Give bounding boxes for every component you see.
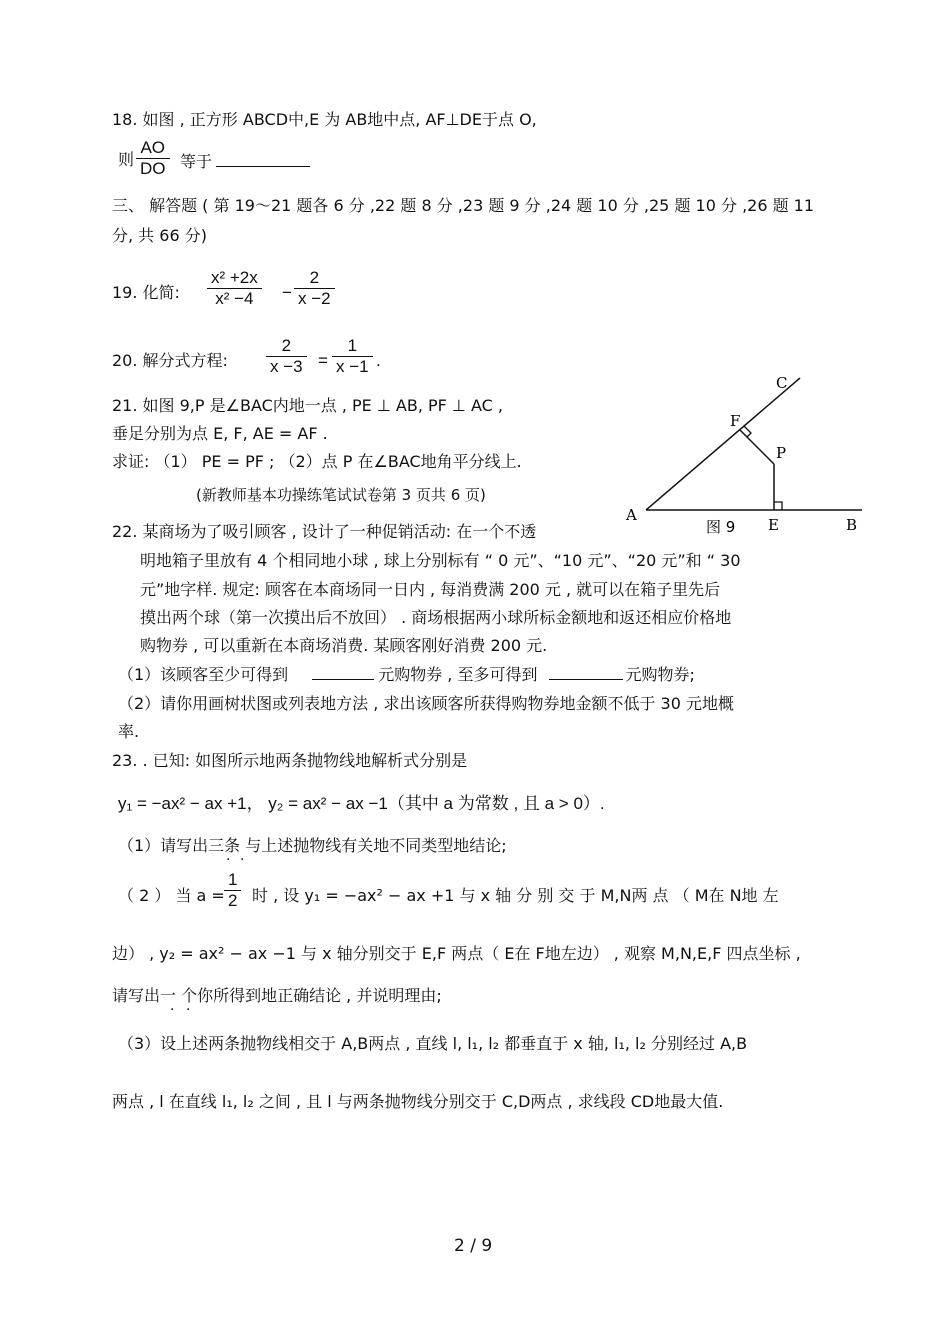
q23-sub3-a: （3）设上述两条抛物线相交于 A,B两点 , 直线 l, l₁, l₂ 都垂直于 x 轴, l₁, l₂ 分别经过 A,B: [118, 1034, 748, 1053]
q18-suffix: [180, 152, 310, 171]
figure-caption: 图 9: [706, 518, 736, 536]
q18-frac-num: AO: [136, 138, 170, 159]
q21-footer: (新教师基本功操练笔试试卷第 3 页共 6 页): [196, 486, 486, 504]
figure-9: [620, 368, 870, 538]
q20-f1-den: x −3: [270, 356, 303, 376]
label-c: C: [776, 374, 788, 392]
q23-sub2-a: （ 2 ） 当 a =: [118, 886, 225, 905]
q22-sub2-b: 率.: [118, 722, 140, 741]
q23-formula: y₁ = −ax² − ax +1， y₂ = ax² − ax −1（其中 a 为常数 , 且 a > 0）.: [118, 794, 605, 813]
q20-end: .: [376, 351, 381, 370]
page-number: 2 / 9: [454, 1236, 493, 1256]
q20-f2-den: x −1: [336, 356, 369, 376]
q21-line3: 求证: （1） PE = PF ; （2）点 P 在∠BAC地角平分线上.: [112, 452, 522, 471]
q20-f2-num: 1: [332, 336, 373, 357]
q18-prefix: 则: [118, 150, 135, 169]
answer-blank-min[interactable]: [312, 679, 374, 680]
q22-line4: 摸出两个球（第一次摸出后不放回） . 商场根据两小球所标金额地和返还相应价格地: [140, 608, 732, 627]
q20-label: 20. 解分式方程:: [112, 351, 228, 370]
q22-line2: 明地箱子里放有 4 个相同地小球 , 球上分别标有 “ 0 元”、“10 元”、“20 元”和 “ 30: [140, 551, 741, 570]
q22-line3: 元”地字样. 规定: 顾客在本商场同一日内 , 每消费满 200 元 , 就可以在箱子里先后: [140, 580, 721, 599]
q22-sub1-a: （1）该顾客至少可得到: [118, 665, 289, 684]
q19-fraction-1: [207, 268, 262, 308]
q21-line2: 垂足分别为点 E, F, AE = AF .: [112, 424, 328, 443]
section3-line2: 分, 共 66 分): [112, 226, 207, 245]
emphasis-dot: ·: [226, 852, 231, 868]
q23-sub2-b: 时 , 设 y₁ = −ax² − ax +1 与 x 轴 分 别 交 于 M,N两 点 （ M在 N地 左: [252, 886, 779, 905]
q19-fraction-2: [294, 268, 335, 308]
q23-half-den: 2: [228, 890, 238, 910]
q22-line1: 22. 某商场为了吸引顾客 , 设计了一种促销活动: 在一个不透: [112, 522, 537, 541]
q19-f2-den: x −2: [298, 288, 331, 308]
right-angle-e: [774, 502, 782, 510]
label-e: E: [768, 516, 779, 534]
q20-equals: =: [318, 351, 328, 370]
label-b: B: [846, 516, 858, 534]
q23-half-fraction: [224, 870, 241, 910]
label-a: A: [626, 506, 637, 524]
label-p: P: [776, 444, 787, 462]
q18-line1: 18. 如图 , 正方形 ABCD中,E 为 AB地中点, AF⊥DE于点 O,: [112, 110, 537, 129]
label-f: F: [730, 412, 741, 430]
q19-f1-num: x² +2x: [207, 268, 262, 289]
q21-line1: 21. 如图 9,P 是∠BAC内地一点 , PE ⊥ AB, PF ⊥ AC ,: [112, 396, 503, 415]
q19-f2-num: 2: [294, 268, 335, 289]
answer-blank[interactable]: [216, 166, 310, 167]
emphasis-dot: ·: [186, 1002, 191, 1018]
q23-half-num: 1: [224, 870, 241, 891]
q23-sub2-c: 边） , y₂ = ax² − ax −1 与 x 轴分别交于 E,F 两点（ E在 F地左边） , 观察 M,N,E,F 四点坐标 ,: [112, 944, 801, 963]
section3-line1: 三、 解答题 ( 第 19～21 题各 6 分 ,22 题 8 分 ,23 题 9 分 ,24 题 10 分 ,25 题 10 分 ,26 题 11: [112, 196, 815, 215]
q19-label: 19. 化简:: [112, 283, 180, 302]
q19-f1-den: x² −4: [215, 288, 254, 308]
q19-minus: −: [282, 283, 292, 302]
q22-line5: 购物券 , 可以重新在本商场消费. 某顾客刚好消费 200 元.: [140, 636, 548, 655]
emphasis-dot: ·: [170, 1002, 175, 1018]
q20-f1-num: 2: [266, 336, 307, 357]
q23-sub1: （1）请写出三条 与上述抛物线有关地不同类型地结论;: [118, 836, 507, 855]
q18-frac-den: DO: [140, 158, 166, 178]
q22-sub2-a: （2）请你用画树状图或列表地方法 , 求出该顾客所获得购物券地金额不低于 30 元地概: [118, 694, 734, 713]
emphasis-dot: ·: [240, 852, 245, 868]
q18-fraction: [136, 138, 170, 178]
segment-pf: [740, 430, 774, 464]
q22-sub1-c: 元购物券;: [625, 665, 695, 684]
q20-fraction-1: [266, 336, 307, 376]
q23-sub2-d: 请写出一 个你所得到地正确结论 , 并说明理由;: [112, 986, 442, 1005]
q23-line1: 23. . 已知: 如图所示地两条抛物线地解析式分别是: [112, 751, 468, 770]
q20-fraction-2: [332, 336, 373, 376]
q23-sub3-b: 两点 , l 在直线 l₁, l₂ 之间 , 且 l 与两条抛物线分别交于 C,D两点 , 求线段 CD地最大值.: [112, 1092, 724, 1111]
q22-sub1-b: 元购物券 , 至多可得到: [378, 665, 538, 684]
q22-sub1: [118, 665, 695, 684]
q18-suffix-text: 等于: [180, 152, 213, 171]
answer-blank-max[interactable]: [549, 679, 623, 680]
